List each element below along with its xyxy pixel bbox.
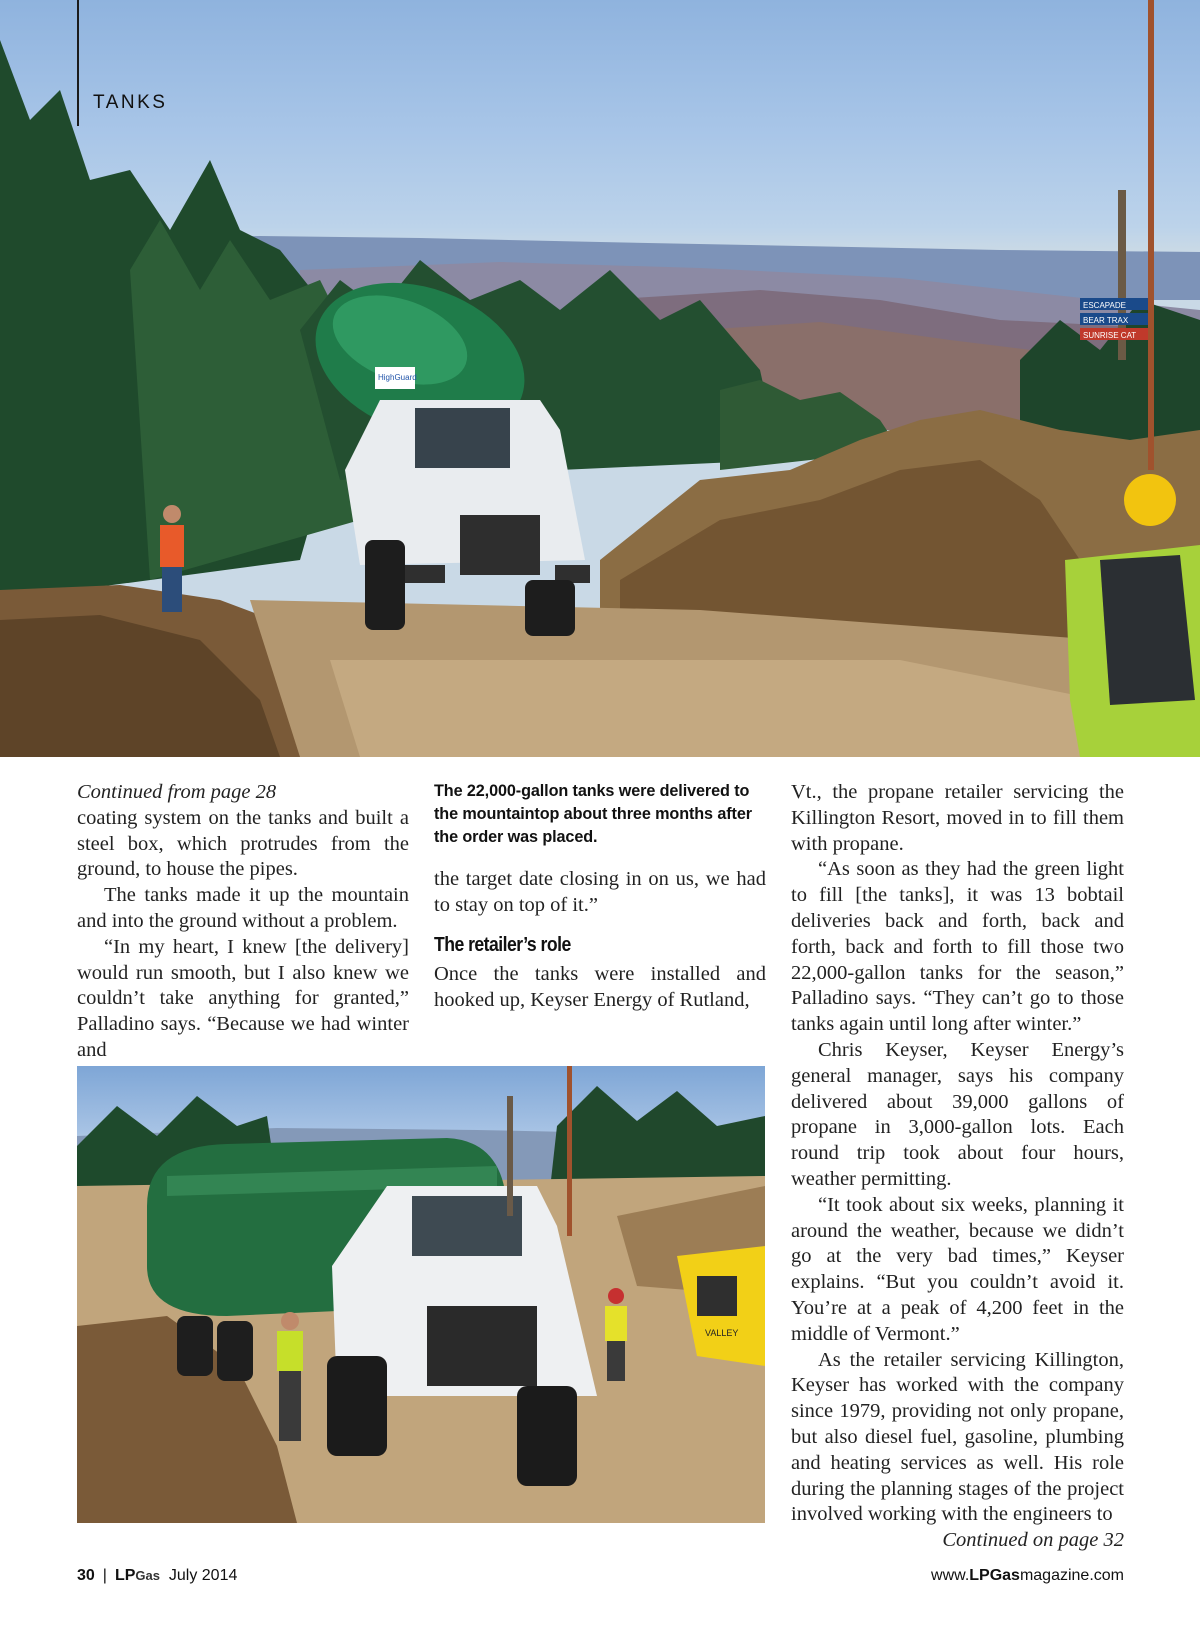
svg-text:SUNRISE CAT: SUNRISE CAT [1083,331,1137,340]
body-paragraph: Once the tanks were installed and hooked up, Keyser Energy of Rutland, [434,963,766,1012]
body-paragraph: As the retailer servicing Killington, Keyser has worked with the company since 1979, providing not only propane, but also diesel fuel, gasoline, plumbing and heating services as well. His role during the planning stages of the project involved working with the engineers to [791,1348,1124,1526]
hero-photo [0,0,1200,757]
issue-date: July 2014 [168,1567,238,1584]
page-number: 30 [77,1567,95,1584]
inline-photo-illustration [77,1066,765,1523]
footer-url[interactable] [931,1567,1124,1585]
footer-separator: | [102,1567,107,1584]
continued-from-note: Continued from page 28 [77,781,277,803]
url-suffix: magazine.com [1019,1567,1124,1584]
inline-photo [77,1066,765,1523]
svg-text:HighGuard: HighGuard [378,373,417,382]
section-rule [77,0,79,126]
url-brand: LPGas [969,1567,1020,1584]
column-2 [434,780,766,1014]
body-paragraph: Chris Keyser, Keyser Energy’s general manager, says his company delivered about 39,000 gallons of propane in 3,000-gallon lots. Each round trip took about four hours, weather permitting. [791,1038,1124,1190]
body-paragraph: coating system on the tanks and built a steel box, which protrudes from the ground, to house the pipes. [77,806,409,881]
hero-photo-illustration [0,0,1200,757]
subhead: The retailer’s role [434,933,571,956]
body-paragraph: “It took about six weeks, planning it around the weather, because we didn’t go at the very bad times,” Keyser explains. “But you couldn’t avoid it. You’re at a peak of 4,200 feet in the middle of Vermont.” [791,1193,1124,1345]
svg-text:VALLEY: VALLEY [705,1328,739,1338]
svg-text:ESCAPADE: ESCAPADE [1083,301,1126,310]
column-1 [77,780,409,1064]
body-paragraph: the target date closing in on us, we had to stay on top of it.” [434,868,766,916]
section-label: TANKS [93,92,168,113]
continued-on-note: Continued on page 32 [942,1529,1124,1552]
svg-text:BEAR TRAX: BEAR TRAX [1083,316,1129,325]
url-prefix: www. [931,1567,970,1584]
body-paragraph: “As soon as they had the green light to fill [the tanks], it was 13 bobtail deliveries back and forth, back and forth, back and forth to fill those two 22,000-gallon tanks for the season,” Palladino says. “They can’t go to those tanks again until long after winter.” [791,858,1124,1036]
body-paragraph: “In my heart, I knew [the delivery] would run smooth, but I also knew we couldn’t take anything for granted,” Palladino says. “Because we had winter and [77,935,409,1061]
footer-folio [77,1567,237,1585]
column-3 [791,780,1124,1554]
brand-gas: Gas [135,1568,160,1583]
body-paragraph: Vt., the propane retailer servicing the Killington Resort, moved in to fill them with propane. [791,781,1124,855]
brand-lp: LP [114,1567,136,1584]
body-paragraph: The tanks made it up the mountain and into the ground without a problem. [77,884,409,932]
photo-caption: The 22,000-gallon tanks were delivered to the mountaintop about three months after the order was placed. [434,782,752,846]
